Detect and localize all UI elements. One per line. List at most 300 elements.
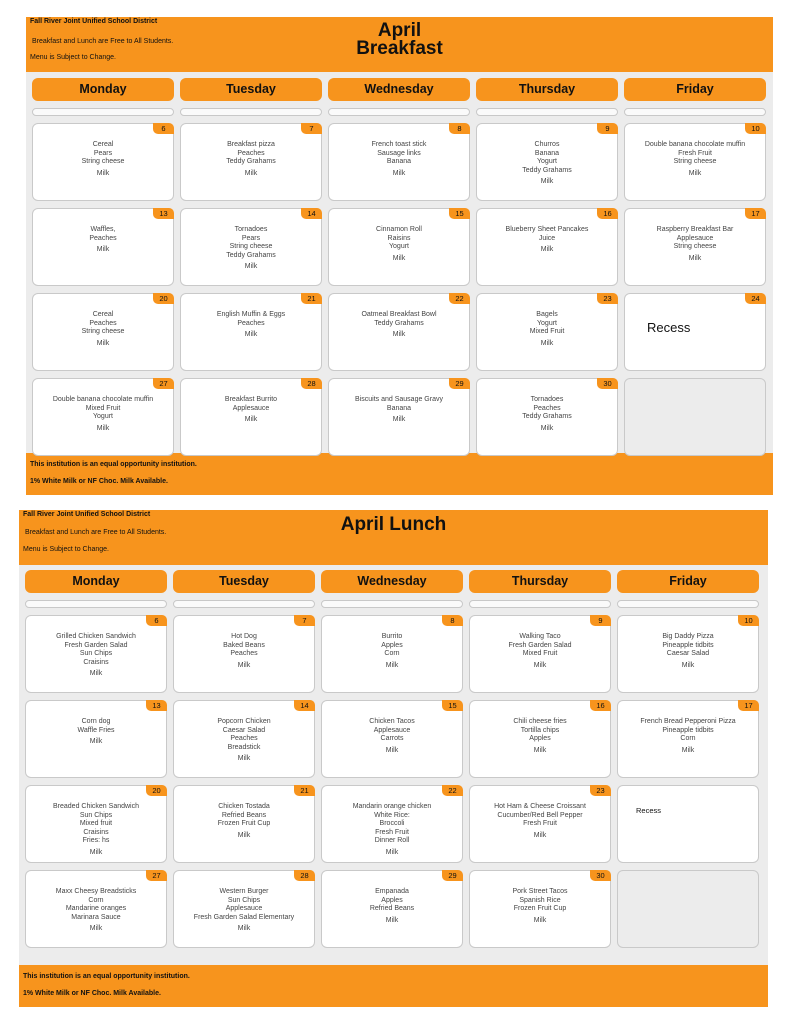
menu-item: Empanada xyxy=(375,888,409,895)
menu-item: Double banana chocolate muffin xyxy=(644,141,746,148)
menu-item: Churros xyxy=(534,141,560,148)
menu-item: Milk xyxy=(392,254,406,262)
date-badge: 30 xyxy=(597,378,618,389)
menu-item: String cheese xyxy=(81,328,125,335)
menu-item: Milk xyxy=(385,746,399,754)
menu-item: Sun Chips xyxy=(79,650,113,657)
menu-item: Caesar Salad xyxy=(666,650,710,657)
menu-item: Peaches xyxy=(230,650,258,657)
day-header-friday: Friday xyxy=(624,78,766,101)
menu-item: String cheese xyxy=(673,243,717,250)
menu-items xyxy=(35,226,171,255)
day-header-thursday: Thursday xyxy=(476,78,618,101)
day-notes-slot xyxy=(624,108,766,116)
date-badge: 23 xyxy=(597,293,618,304)
date-badge: 13 xyxy=(153,208,174,219)
district-name: Fall River Joint Unified School District xyxy=(30,18,158,25)
menu-item: Peaches xyxy=(89,319,117,327)
menu-items xyxy=(472,888,608,925)
menu-change-note: Menu is Subject to Change. xyxy=(23,546,109,553)
menu-item: Milk xyxy=(244,169,258,177)
day-cell xyxy=(617,785,759,863)
day-cell xyxy=(321,700,463,778)
menu-item: Tornadoes xyxy=(530,396,564,403)
menu-item: Milk xyxy=(533,661,547,669)
date-badge: 21 xyxy=(294,785,315,796)
day-cell xyxy=(321,615,463,693)
date-badge: 27 xyxy=(146,870,167,881)
menu-item: Fresh Fruit xyxy=(375,828,409,836)
menu-item: Apples xyxy=(529,735,551,742)
menu-item: Big Daddy Pizza xyxy=(662,633,714,640)
menu-items xyxy=(627,141,763,178)
date-badge: 7 xyxy=(294,615,315,626)
menu-items xyxy=(331,141,467,178)
menu-item: Applesauce xyxy=(225,905,263,912)
menu-item: Milk xyxy=(688,169,702,177)
day-header-tuesday: Tuesday xyxy=(180,78,322,101)
menu-item: Fresh Fruit xyxy=(523,820,557,827)
day-cell xyxy=(180,123,322,201)
menu-items xyxy=(183,226,319,272)
date-badge: 7 xyxy=(301,123,322,134)
date-badge: 15 xyxy=(442,700,463,711)
menu-items xyxy=(183,396,319,425)
menu-item: Yogurt xyxy=(537,319,557,327)
day-cell xyxy=(328,293,470,371)
day-notes-slot xyxy=(173,600,315,608)
menu-item: Western Burger xyxy=(219,888,269,895)
menu-item: Dinner Roll xyxy=(374,837,410,844)
empty-day-cell xyxy=(624,378,766,456)
menu-item: Milk xyxy=(89,925,103,932)
day-cell xyxy=(617,615,759,693)
menu-item: Fresh Garden Salad xyxy=(64,641,128,649)
day-cell xyxy=(25,870,167,948)
day-cell xyxy=(25,615,167,693)
menu-item: French toast stick xyxy=(371,141,427,148)
day-header-thursday: Thursday xyxy=(469,570,611,593)
date-badge: 10 xyxy=(745,123,766,134)
day-header-wednesday: Wednesday xyxy=(328,78,470,101)
day-cell xyxy=(469,785,611,863)
menu-item: Banana xyxy=(386,404,412,412)
day-cell xyxy=(180,378,322,456)
menu-item: Corn dog xyxy=(81,718,111,725)
menu-item: Banana xyxy=(386,158,412,165)
day-cell xyxy=(476,123,618,201)
menu-item: Cereal xyxy=(92,141,114,148)
menu-items xyxy=(35,141,171,178)
menu-item: Milk xyxy=(96,424,110,432)
date-badge: 30 xyxy=(590,870,611,881)
menu-item: Milk xyxy=(392,416,406,423)
menu-items xyxy=(331,226,467,263)
menu-items xyxy=(28,633,164,679)
menu-item: French Bread Pepperoni Pizza xyxy=(640,718,736,725)
menu-item: Baked Beans xyxy=(223,641,265,649)
menu-item: Refried Beans xyxy=(221,811,267,819)
menu-items xyxy=(176,803,312,840)
menu-item: Milk xyxy=(385,661,399,669)
day-cell xyxy=(173,785,315,863)
date-badge: 17 xyxy=(745,208,766,219)
menu-item: Yogurt xyxy=(93,413,113,420)
menu-item: Biscuits and Sausage Gravy xyxy=(355,396,443,403)
day-header-tuesday: Tuesday xyxy=(173,570,315,593)
menu-item: Milk xyxy=(540,424,554,432)
menu-item: Fresh Garden Salad Elementary xyxy=(193,913,295,921)
menu-item: Cinnamon Roll xyxy=(376,226,422,233)
menu-item: Corn xyxy=(88,896,104,904)
menu-item: Peaches xyxy=(237,149,265,157)
day-cell xyxy=(328,208,470,286)
menu-items xyxy=(324,633,460,670)
menu-items xyxy=(324,718,460,755)
menu-item: Apples xyxy=(381,641,403,649)
menu-item: Milk xyxy=(681,746,695,754)
menu-item: Mandarine oranges xyxy=(65,905,127,912)
day-cell xyxy=(25,785,167,863)
date-badge: 20 xyxy=(153,293,174,304)
day-cell xyxy=(469,870,611,948)
menu-item: Popcorn Chicken xyxy=(217,718,271,725)
page-title xyxy=(19,515,768,535)
menu-item: Milk xyxy=(540,339,554,347)
empty-day-cell xyxy=(617,870,759,948)
day-cell xyxy=(624,293,766,371)
menu-item: Milk xyxy=(392,169,406,177)
menu-items xyxy=(324,888,460,925)
day-cell xyxy=(25,700,167,778)
menu-item: Milk xyxy=(385,848,399,856)
menu-item: Breadstick xyxy=(227,743,261,751)
breakfast-footer xyxy=(26,453,773,495)
district-name: Fall River Joint Unified School District xyxy=(23,511,151,518)
date-badge: 24 xyxy=(745,293,766,304)
menu-item: English Muffin & Eggs xyxy=(216,311,286,318)
menu-item: Milk xyxy=(96,169,110,177)
menu-item: Oatmeal Breakfast Bowl xyxy=(361,311,437,318)
menu-items xyxy=(479,226,615,255)
menu-item: Hot Ham & Cheese Croissant xyxy=(494,803,586,810)
menu-items xyxy=(176,633,312,670)
menu-item: Milk xyxy=(96,339,110,347)
menu-items xyxy=(324,803,460,857)
menu-item: Fresh Fruit xyxy=(678,149,712,157)
menu-item: Milk xyxy=(89,848,103,856)
menu-item: Sausage links xyxy=(377,149,421,157)
menu-item: Pineapple tidbits xyxy=(662,726,714,734)
menu-item: Milk xyxy=(392,331,406,338)
day-cell xyxy=(624,123,766,201)
menu-item: Teddy Grahams xyxy=(522,166,572,174)
menu-item: Hot Dog xyxy=(231,633,257,640)
menu-items xyxy=(35,311,171,348)
date-badge: 29 xyxy=(449,378,470,389)
day-header-monday: Monday xyxy=(25,570,167,593)
menu-items xyxy=(472,633,608,670)
menu-item: Sun Chips xyxy=(79,811,113,819)
day-notes-slot xyxy=(180,108,322,116)
date-badge: 20 xyxy=(146,785,167,796)
lunch-footer xyxy=(19,965,768,1007)
menu-item: White Rice: xyxy=(374,811,410,819)
equal-opportunity-note: This institution is an equal opportunity institution. xyxy=(23,973,190,980)
menu-items xyxy=(183,311,319,340)
menu-item: String cheese xyxy=(673,158,717,165)
menu-item: Apples xyxy=(381,896,403,904)
menu-item: Peaches xyxy=(533,404,561,412)
date-badge: 16 xyxy=(590,700,611,711)
menu-item: Cucumber/Red Bell Pepper xyxy=(497,811,583,819)
day-notes-slot xyxy=(25,600,167,608)
day-header-wednesday: Wednesday xyxy=(321,570,463,593)
menu-item: Milk xyxy=(237,755,251,762)
menu-item: Peaches xyxy=(89,234,117,242)
menu-item: Grilled Chicken Sandwich xyxy=(56,633,136,640)
menu-item: Milk xyxy=(244,263,258,270)
day-cell xyxy=(173,870,315,948)
date-badge: 28 xyxy=(294,870,315,881)
date-badge: 6 xyxy=(146,615,167,626)
menu-item: Corn xyxy=(384,650,400,657)
menu-items xyxy=(472,803,608,840)
menu-item: Milk xyxy=(244,331,258,338)
menu-item: Pears xyxy=(241,234,261,242)
date-badge: 21 xyxy=(301,293,322,304)
menu-item: Milk xyxy=(533,746,547,754)
menu-item: Bagels xyxy=(536,311,558,318)
menu-items xyxy=(28,718,164,747)
menu-item: Tortilla chips xyxy=(520,726,560,734)
menu-item: Walking Taco xyxy=(519,633,561,640)
menu-item: Craisins xyxy=(83,828,109,836)
menu-item: Banana xyxy=(534,149,560,157)
menu-items xyxy=(620,633,756,670)
menu-item: Milk xyxy=(688,254,702,262)
menu-item: String cheese xyxy=(229,243,273,250)
day-cell xyxy=(476,378,618,456)
menu-item: Chili cheese fries xyxy=(513,718,567,725)
day-cell xyxy=(617,700,759,778)
title-text: April Lunch xyxy=(340,514,447,535)
menu-item: Marinara Sauce xyxy=(71,913,121,921)
menu-item: Milk xyxy=(533,916,547,924)
menu-item: Peaches xyxy=(230,735,258,742)
menu-item: Sun Chips xyxy=(227,896,261,904)
day-notes-slot xyxy=(321,600,463,608)
menu-item: Mixed Fruit xyxy=(522,650,558,657)
menu-items xyxy=(627,226,763,263)
menu-items xyxy=(479,396,615,433)
free-meals-note: Breakfast and Lunch are Free to All Students. xyxy=(25,529,167,536)
day-cell xyxy=(32,208,174,286)
day-notes-slot xyxy=(617,600,759,608)
day-cell xyxy=(32,293,174,371)
menu-items xyxy=(28,888,164,934)
date-badge: 8 xyxy=(449,123,470,134)
menu-items xyxy=(176,718,312,764)
day-cell xyxy=(321,785,463,863)
day-notes-slot xyxy=(469,600,611,608)
menu-item: Caesar Salad xyxy=(222,726,266,734)
equal-opportunity-note: This institution is an equal opportunity institution. xyxy=(30,461,197,468)
menu-item: Applesauce xyxy=(232,404,270,412)
menu-item: Cereal xyxy=(92,311,114,318)
menu-item: Double banana chocolate muffin xyxy=(52,396,154,403)
page-title xyxy=(26,22,773,58)
date-badge: 17 xyxy=(738,700,759,711)
date-badge: 14 xyxy=(294,700,315,711)
menu-items xyxy=(479,311,615,348)
date-badge: 27 xyxy=(153,378,174,389)
menu-item: Mixed Fruit xyxy=(85,404,121,412)
menu-change-note: Menu is Subject to Change. xyxy=(30,54,116,61)
date-badge: 10 xyxy=(738,615,759,626)
breakfast-menu xyxy=(26,17,773,495)
menu-item: Teddy Grahams xyxy=(226,251,276,259)
menu-item: Teddy Grahams xyxy=(374,319,424,327)
day-cell xyxy=(328,123,470,201)
menu-item: Raisins xyxy=(387,234,411,242)
recess-label: Recess xyxy=(647,320,691,335)
menu-item: Corn xyxy=(680,735,696,742)
menu-item: Milk xyxy=(244,416,258,423)
menu-item: Mandarin orange chicken xyxy=(352,803,432,810)
day-cell xyxy=(180,293,322,371)
menu-item: Milk xyxy=(540,246,554,253)
menu-item: Milk xyxy=(681,661,695,669)
date-badge: 16 xyxy=(597,208,618,219)
day-cell xyxy=(469,700,611,778)
menu-item: Frozen Fruit Cup xyxy=(217,820,271,827)
menu-item: Mixed Fruit xyxy=(529,328,565,335)
day-cell xyxy=(328,378,470,456)
menu-item: Milk xyxy=(385,916,399,924)
breakfast-header xyxy=(26,17,773,72)
menu-item: Blueberry Sheet Pancakes xyxy=(505,226,589,233)
title-line-1: April xyxy=(377,20,422,41)
menu-items xyxy=(35,396,171,433)
menu-items xyxy=(176,888,312,934)
date-badge: 22 xyxy=(449,293,470,304)
date-badge: 15 xyxy=(449,208,470,219)
menu-item: Maxx Cheesy Breadsticks xyxy=(55,888,137,895)
menu-items xyxy=(28,803,164,857)
menu-items xyxy=(620,718,756,755)
day-cell xyxy=(469,615,611,693)
menu-item: Fries: hs xyxy=(82,837,110,844)
date-badge: 13 xyxy=(146,700,167,711)
menu-items xyxy=(472,718,608,755)
menu-items xyxy=(183,141,319,178)
menu-item: Tornadoes xyxy=(234,226,268,233)
day-cell xyxy=(476,208,618,286)
date-badge: 29 xyxy=(442,870,463,881)
menu-item: Milk xyxy=(89,738,103,745)
menu-item: Juice xyxy=(538,234,556,242)
menu-item: Yogurt xyxy=(389,243,409,250)
menu-item: Milk xyxy=(540,178,554,185)
menu-item: Chicken Tostada xyxy=(218,803,270,810)
menu-item: Frozen Fruit Cup xyxy=(513,905,567,912)
menu-item: Yogurt xyxy=(537,158,557,165)
menu-item: Teddy Grahams xyxy=(522,413,572,420)
menu-item: Waffle Fries xyxy=(77,726,115,734)
menu-item: Mixed fruit xyxy=(79,820,113,827)
day-cell xyxy=(173,615,315,693)
free-meals-note: Breakfast and Lunch are Free to All Students. xyxy=(32,38,174,45)
day-cell xyxy=(32,378,174,456)
lunch-menu xyxy=(19,510,768,1007)
menu-item: Broccoli xyxy=(379,820,405,827)
menu-item: Breaded Chicken Sandwich xyxy=(53,803,139,810)
menu-item: Pineapple tidbits xyxy=(662,641,714,649)
milk-note: 1% White Milk or NF Choc. Milk Available. xyxy=(23,990,161,997)
day-cell xyxy=(476,293,618,371)
recess-label: Recess xyxy=(636,806,662,815)
menu-item: Breakfast pizza xyxy=(227,141,275,148)
date-badge: 9 xyxy=(590,615,611,626)
day-notes-slot xyxy=(32,108,174,116)
date-badge: 8 xyxy=(442,615,463,626)
menu-item: Milk xyxy=(237,661,251,669)
milk-note: 1% White Milk or NF Choc. Milk Available. xyxy=(30,478,168,485)
menu-item: Milk xyxy=(237,831,251,839)
menu-item: Teddy Grahams xyxy=(226,158,276,165)
menu-item: Refried Beans xyxy=(369,905,415,912)
menu-item: Waffles, xyxy=(90,226,116,233)
menu-item: Peaches xyxy=(237,319,265,327)
menu-items xyxy=(479,141,615,187)
menu-item: Breakfast Burrito xyxy=(224,396,278,403)
menu-item: Carrots xyxy=(380,735,404,742)
day-cell xyxy=(624,208,766,286)
date-badge: 9 xyxy=(597,123,618,134)
menu-item: Chicken Tacos xyxy=(369,718,415,725)
date-badge: 14 xyxy=(301,208,322,219)
menu-item: String cheese xyxy=(81,158,125,165)
day-cell xyxy=(180,208,322,286)
menu-item: Raspberry Breakfast Bar xyxy=(656,226,734,233)
menu-item: Milk xyxy=(89,670,103,677)
day-cell xyxy=(321,870,463,948)
menu-item: Applesauce xyxy=(676,234,714,242)
date-badge: 23 xyxy=(590,785,611,796)
menu-item: Milk xyxy=(96,246,110,253)
lunch-header xyxy=(19,510,768,565)
date-badge: 22 xyxy=(442,785,463,796)
menu-item: Milk xyxy=(533,831,547,839)
day-cell xyxy=(173,700,315,778)
day-header-monday: Monday xyxy=(32,78,174,101)
day-notes-slot xyxy=(476,108,618,116)
menu-item: Spanish Rice xyxy=(519,896,561,904)
menu-item: Burrito xyxy=(381,633,403,640)
menu-items xyxy=(331,311,467,340)
day-cell xyxy=(32,123,174,201)
menu-item: Pears xyxy=(93,149,113,157)
menu-item: Fresh Garden Salad xyxy=(508,641,572,649)
date-badge: 28 xyxy=(301,378,322,389)
menu-item: Craisins xyxy=(83,658,109,666)
menu-items xyxy=(331,396,467,425)
menu-item: Applesauce xyxy=(373,726,411,734)
menu-item: Milk xyxy=(237,925,251,932)
menu-item: Pork Street Tacos xyxy=(512,888,568,895)
title-line-2: Breakfast xyxy=(356,38,443,59)
